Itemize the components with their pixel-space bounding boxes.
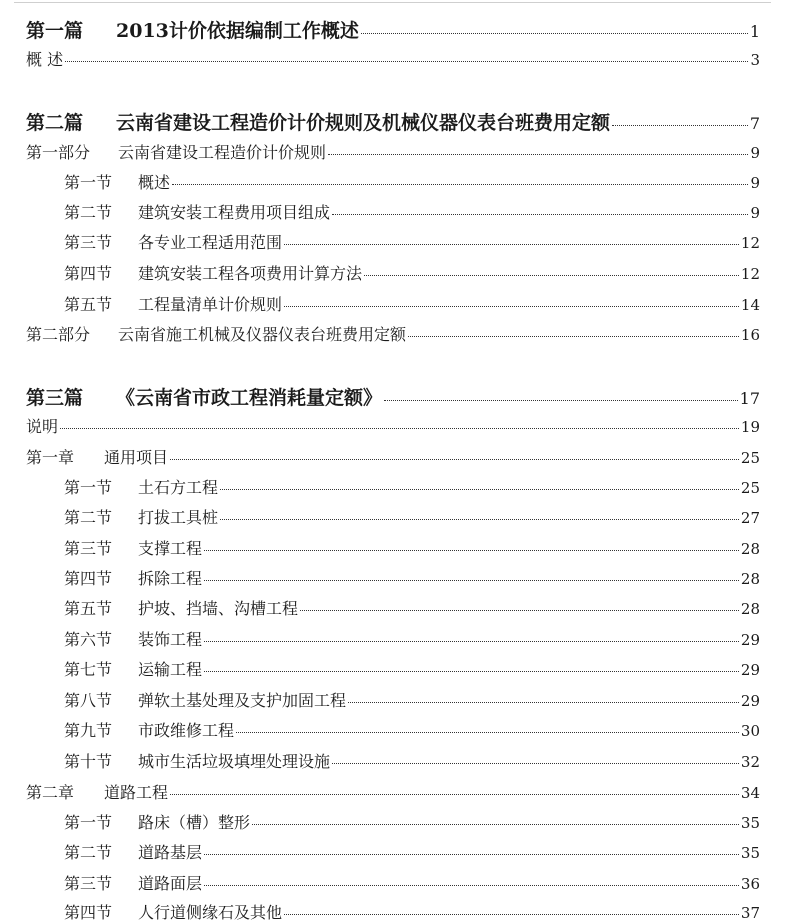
dot-leader: [170, 459, 739, 460]
toc-entry-subsection[interactable]: [64, 295, 760, 315]
dot-leader: [170, 794, 739, 795]
page-number: 28: [740, 600, 760, 618]
page-number: 32: [740, 753, 760, 771]
toc-entry-section-1[interactable]: [26, 143, 760, 163]
page-number: 29: [740, 692, 760, 710]
page-number: 7: [749, 114, 760, 133]
dot-leader: [204, 671, 739, 672]
entry-title: 道路工程: [104, 783, 169, 802]
entry-number: 第十节: [64, 752, 113, 771]
entry-number: 第三篇: [26, 387, 84, 409]
entry-number: 第九节: [64, 721, 113, 740]
page-number: 3: [750, 51, 760, 69]
toc-entry-subsection[interactable]: [64, 752, 760, 772]
entry-title: 通用项目: [104, 448, 169, 467]
entry-title: 运输工程: [138, 660, 203, 679]
entry-title: 概述: [138, 173, 171, 192]
page-number: 25: [740, 479, 760, 497]
dot-leader: [300, 610, 739, 611]
entry-number: 第五节: [64, 295, 113, 314]
page-number: 12: [740, 265, 760, 283]
dot-leader: [65, 61, 748, 62]
toc-entry-subsection[interactable]: [64, 874, 760, 894]
dot-leader: [204, 580, 739, 581]
toc-entry-chapter-1[interactable]: [26, 448, 760, 468]
page-number: 34: [740, 784, 760, 802]
dot-leader: [361, 33, 748, 34]
entry-title: 工程量清单计价规则: [138, 295, 283, 314]
entry-number: 第一节: [64, 813, 113, 832]
page-number: 28: [740, 540, 760, 558]
entry-title: 土石方工程: [138, 478, 219, 497]
page-number: 35: [740, 844, 760, 862]
entry-title: 《云南省市政工程消耗量定额》: [116, 387, 383, 409]
page-number: 30: [740, 722, 760, 740]
toc-entry-subsection[interactable]: [64, 721, 760, 741]
entry-number: 第二节: [64, 843, 113, 862]
entry-title: 市政维修工程: [138, 721, 235, 740]
entry-number: 第二篇: [26, 112, 84, 134]
page-number: 25: [740, 449, 760, 467]
entry-number: 第一节: [64, 478, 113, 497]
page-number: 16: [740, 326, 760, 344]
dot-leader: [364, 275, 739, 276]
toc-entry-subsection[interactable]: [64, 599, 760, 619]
toc-entry-part-3[interactable]: [26, 387, 760, 410]
toc-entry-subsection[interactable]: [64, 233, 760, 253]
entry-title: 概 述: [26, 50, 64, 69]
page-number: 17: [739, 389, 760, 408]
entry-number: 第四节: [64, 569, 113, 588]
dot-leader: [348, 702, 739, 703]
page-number: 9: [750, 174, 760, 192]
dot-leader: [284, 914, 739, 915]
page-number: 37: [740, 904, 760, 922]
dot-leader: [284, 244, 739, 245]
dot-leader: [204, 885, 739, 886]
entry-number: 第一章: [26, 448, 75, 467]
entry-number: 第三节: [64, 233, 113, 252]
toc-entry-subsection[interactable]: [64, 843, 760, 863]
entry-number: 第三节: [64, 539, 113, 558]
dot-leader: [408, 336, 739, 337]
entry-number: 第一部分: [26, 143, 91, 162]
dot-leader: [60, 428, 739, 429]
dot-leader: [236, 732, 739, 733]
toc-entry-chapter-2[interactable]: [26, 783, 760, 803]
page-number: 1: [749, 22, 760, 41]
entry-number: 第四节: [64, 903, 113, 922]
entry-number: 第三节: [64, 874, 113, 893]
entry-number: 第二部分: [26, 325, 91, 344]
entry-title: 建筑安装工程费用项目组成: [138, 203, 331, 222]
entry-title: 支撑工程: [138, 539, 203, 558]
page-number: 29: [740, 631, 760, 649]
dot-leader: [204, 550, 739, 551]
toc-entry-overview[interactable]: [26, 50, 760, 70]
toc-entry-subsection[interactable]: [64, 691, 760, 711]
entry-title: 道路基层: [138, 843, 203, 862]
entry-title: 路床（槽）整形: [138, 813, 251, 832]
entry-number: 第六节: [64, 630, 113, 649]
page-number: 27: [740, 509, 760, 527]
dot-leader: [252, 824, 739, 825]
entry-title: 护坡、挡墙、沟槽工程: [138, 599, 299, 618]
entry-number: 第二章: [26, 783, 75, 802]
toc-entry-section-2[interactable]: [26, 325, 760, 345]
entry-title: 人行道侧缘石及其他: [138, 903, 283, 922]
entry-title: 拆除工程: [138, 569, 203, 588]
entry-number: 第四节: [64, 264, 113, 283]
toc-entry-subsection[interactable]: [64, 203, 760, 223]
dot-leader: [172, 184, 748, 185]
entry-title: 云南省建设工程造价计价规则及机械仪器仪表台班费用定额: [116, 112, 611, 134]
page-number: 9: [750, 204, 760, 222]
toc-entry-subsection[interactable]: [64, 903, 760, 923]
page-number: 19: [740, 418, 760, 436]
entry-number: 第一节: [64, 173, 113, 192]
page-number: 35: [740, 814, 760, 832]
page-number: 12: [740, 234, 760, 252]
entry-title: 2013计价依据编制工作概述: [116, 20, 359, 42]
entry-title: 道路面层: [138, 874, 203, 893]
toc-entry-subsection[interactable]: [64, 478, 760, 498]
dot-leader: [204, 641, 739, 642]
entry-number: 第七节: [64, 660, 113, 679]
toc-entry-subsection[interactable]: [64, 630, 760, 650]
page-number: 14: [740, 296, 760, 314]
entry-number: 第八节: [64, 691, 113, 710]
top-rule: [14, 2, 771, 3]
entry-title: 说明: [26, 417, 59, 436]
entry-title: 建筑安装工程各项费用计算方法: [138, 264, 363, 283]
entry-number: 第一篇: [26, 20, 84, 42]
dot-leader: [328, 154, 748, 155]
entry-title: 各专业工程适用范围: [138, 233, 283, 252]
toc-entry-subsection[interactable]: [64, 264, 760, 284]
entry-title: 云南省施工机械及仪器仪表台班费用定额: [118, 325, 407, 344]
toc-entry-subsection[interactable]: [64, 173, 760, 193]
toc-entry-subsection[interactable]: [64, 813, 760, 833]
dot-leader: [332, 214, 748, 215]
dot-leader: [384, 400, 738, 401]
page-number: 28: [740, 570, 760, 588]
entry-number: 第二节: [64, 203, 113, 222]
toc-entry-notes[interactable]: [26, 417, 760, 437]
dot-leader: [220, 489, 739, 490]
entry-title: 云南省建设工程造价计价规则: [118, 143, 327, 162]
entry-title: 弹软土基处理及支护加固工程: [138, 691, 347, 710]
entry-title: 打拔工具桩: [138, 508, 219, 527]
toc-entry-subsection[interactable]: [64, 660, 760, 680]
entry-title: 装饰工程: [138, 630, 203, 649]
toc-entry-part-1[interactable]: [26, 20, 760, 43]
entry-title: 城市生活垃圾填埋处理设施: [138, 752, 331, 771]
page-number: 29: [740, 661, 760, 679]
dot-leader: [204, 854, 739, 855]
dot-leader: [284, 306, 739, 307]
toc-entry-subsection[interactable]: [64, 569, 760, 589]
toc-entry-subsection[interactable]: [64, 539, 760, 559]
entry-number: 第五节: [64, 599, 113, 618]
page-number: 9: [750, 144, 760, 162]
dot-leader: [612, 125, 748, 126]
dot-leader: [332, 763, 739, 764]
entry-number: 第二节: [64, 508, 113, 527]
dot-leader: [220, 519, 739, 520]
toc-entry-part-2[interactable]: [26, 112, 760, 135]
toc-entry-subsection[interactable]: [64, 508, 760, 528]
page-number: 36: [740, 875, 760, 893]
